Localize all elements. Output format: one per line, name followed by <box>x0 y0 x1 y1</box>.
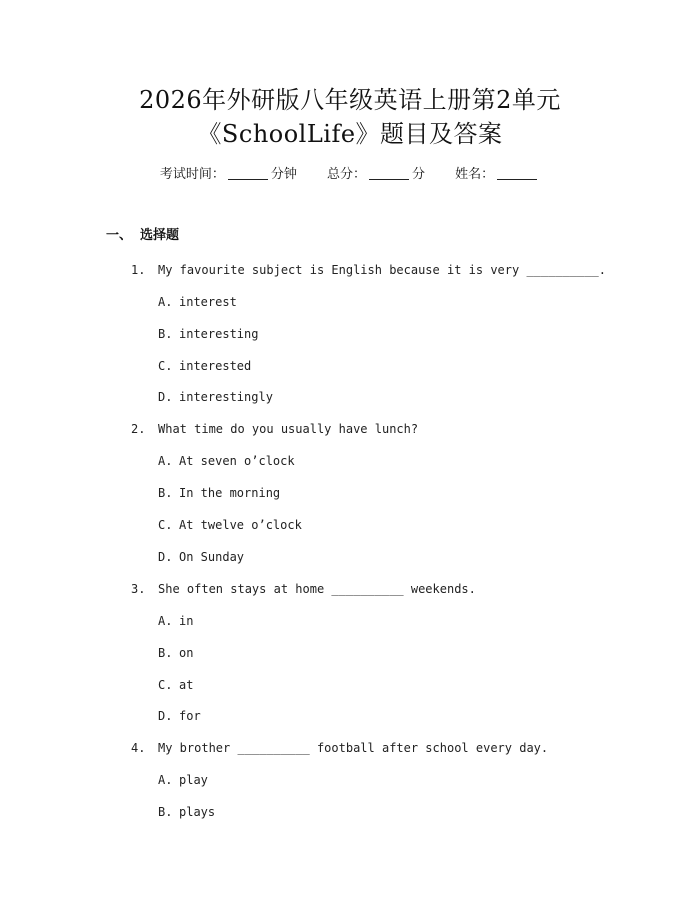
option <box>158 296 237 308</box>
option-letter: D. <box>158 550 173 564</box>
option-letter: D. <box>158 709 173 723</box>
question-number: 4. <box>131 741 146 755</box>
question-text: My brother __________ football after school every day. <box>158 741 549 755</box>
question-1 <box>131 264 606 276</box>
option-letter: B. <box>158 646 173 660</box>
exam-meta <box>0 168 700 181</box>
score-label: 总分： <box>326 167 366 182</box>
option-letter: A. <box>158 454 173 468</box>
section-heading <box>106 229 179 242</box>
option-text: At seven o’clock <box>179 454 295 468</box>
option <box>158 679 193 691</box>
question-text: My favourite subject is English because it is very __________. <box>158 263 606 277</box>
question-2 <box>131 423 418 435</box>
option-letter: B. <box>158 805 173 819</box>
time-field <box>160 168 297 181</box>
option-text: for <box>179 709 201 723</box>
question-number: 2. <box>131 422 146 436</box>
option-text: interested <box>179 359 252 373</box>
score-field <box>327 168 425 181</box>
option-text: plays <box>179 805 216 819</box>
option-letter: B. <box>158 327 173 341</box>
question-text: What time do you usually have lunch? <box>158 422 419 436</box>
question-number: 1. <box>131 263 146 277</box>
option <box>158 519 302 531</box>
option <box>158 806 215 818</box>
option-letter: C. <box>158 518 173 532</box>
name-field <box>455 168 540 181</box>
option-letter: C. <box>158 678 173 692</box>
option-letter: D. <box>158 390 173 404</box>
option-text: at <box>179 678 194 692</box>
time-label: 考试时间： <box>159 167 225 182</box>
option-letter: C. <box>158 359 173 373</box>
page-title-line1: 2026年外研版八年级英语上册第2单元 <box>139 86 561 114</box>
score-unit: 分 <box>412 167 426 182</box>
option <box>158 391 273 403</box>
option <box>158 615 193 627</box>
section-number: 一、 <box>106 228 133 243</box>
time-unit: 分钟 <box>270 167 297 182</box>
option <box>158 774 208 786</box>
score-blank <box>369 179 409 180</box>
page-title-line2: 《SchoolLife》题目及答案 <box>197 120 503 148</box>
option-text: interest <box>179 295 237 309</box>
option-text: In the morning <box>179 486 281 500</box>
section-title: 选择题 <box>140 228 180 243</box>
option <box>158 455 295 467</box>
option-text: interesting <box>179 327 259 341</box>
option <box>158 360 251 372</box>
option-text: play <box>179 773 208 787</box>
option <box>158 328 258 340</box>
question-4 <box>131 742 548 754</box>
option-letter: A. <box>158 295 173 309</box>
option-letter: B. <box>158 486 173 500</box>
option-text: on <box>179 646 194 660</box>
question-3 <box>131 583 476 595</box>
option-letter: A. <box>158 614 173 628</box>
option-letter: A. <box>158 773 173 787</box>
option <box>158 551 244 563</box>
question-text: She often stays at home __________ weekends. <box>158 582 476 596</box>
name-blank <box>497 179 537 180</box>
time-blank <box>228 179 268 180</box>
option-text: interestingly <box>179 390 273 404</box>
name-label: 姓名： <box>455 167 495 182</box>
question-number: 3. <box>131 582 146 596</box>
option-text: At twelve o’clock <box>179 518 302 532</box>
option <box>158 710 201 722</box>
option-text: in <box>179 614 194 628</box>
option-text: On Sunday <box>179 550 245 564</box>
option <box>158 487 280 499</box>
option <box>158 647 193 659</box>
